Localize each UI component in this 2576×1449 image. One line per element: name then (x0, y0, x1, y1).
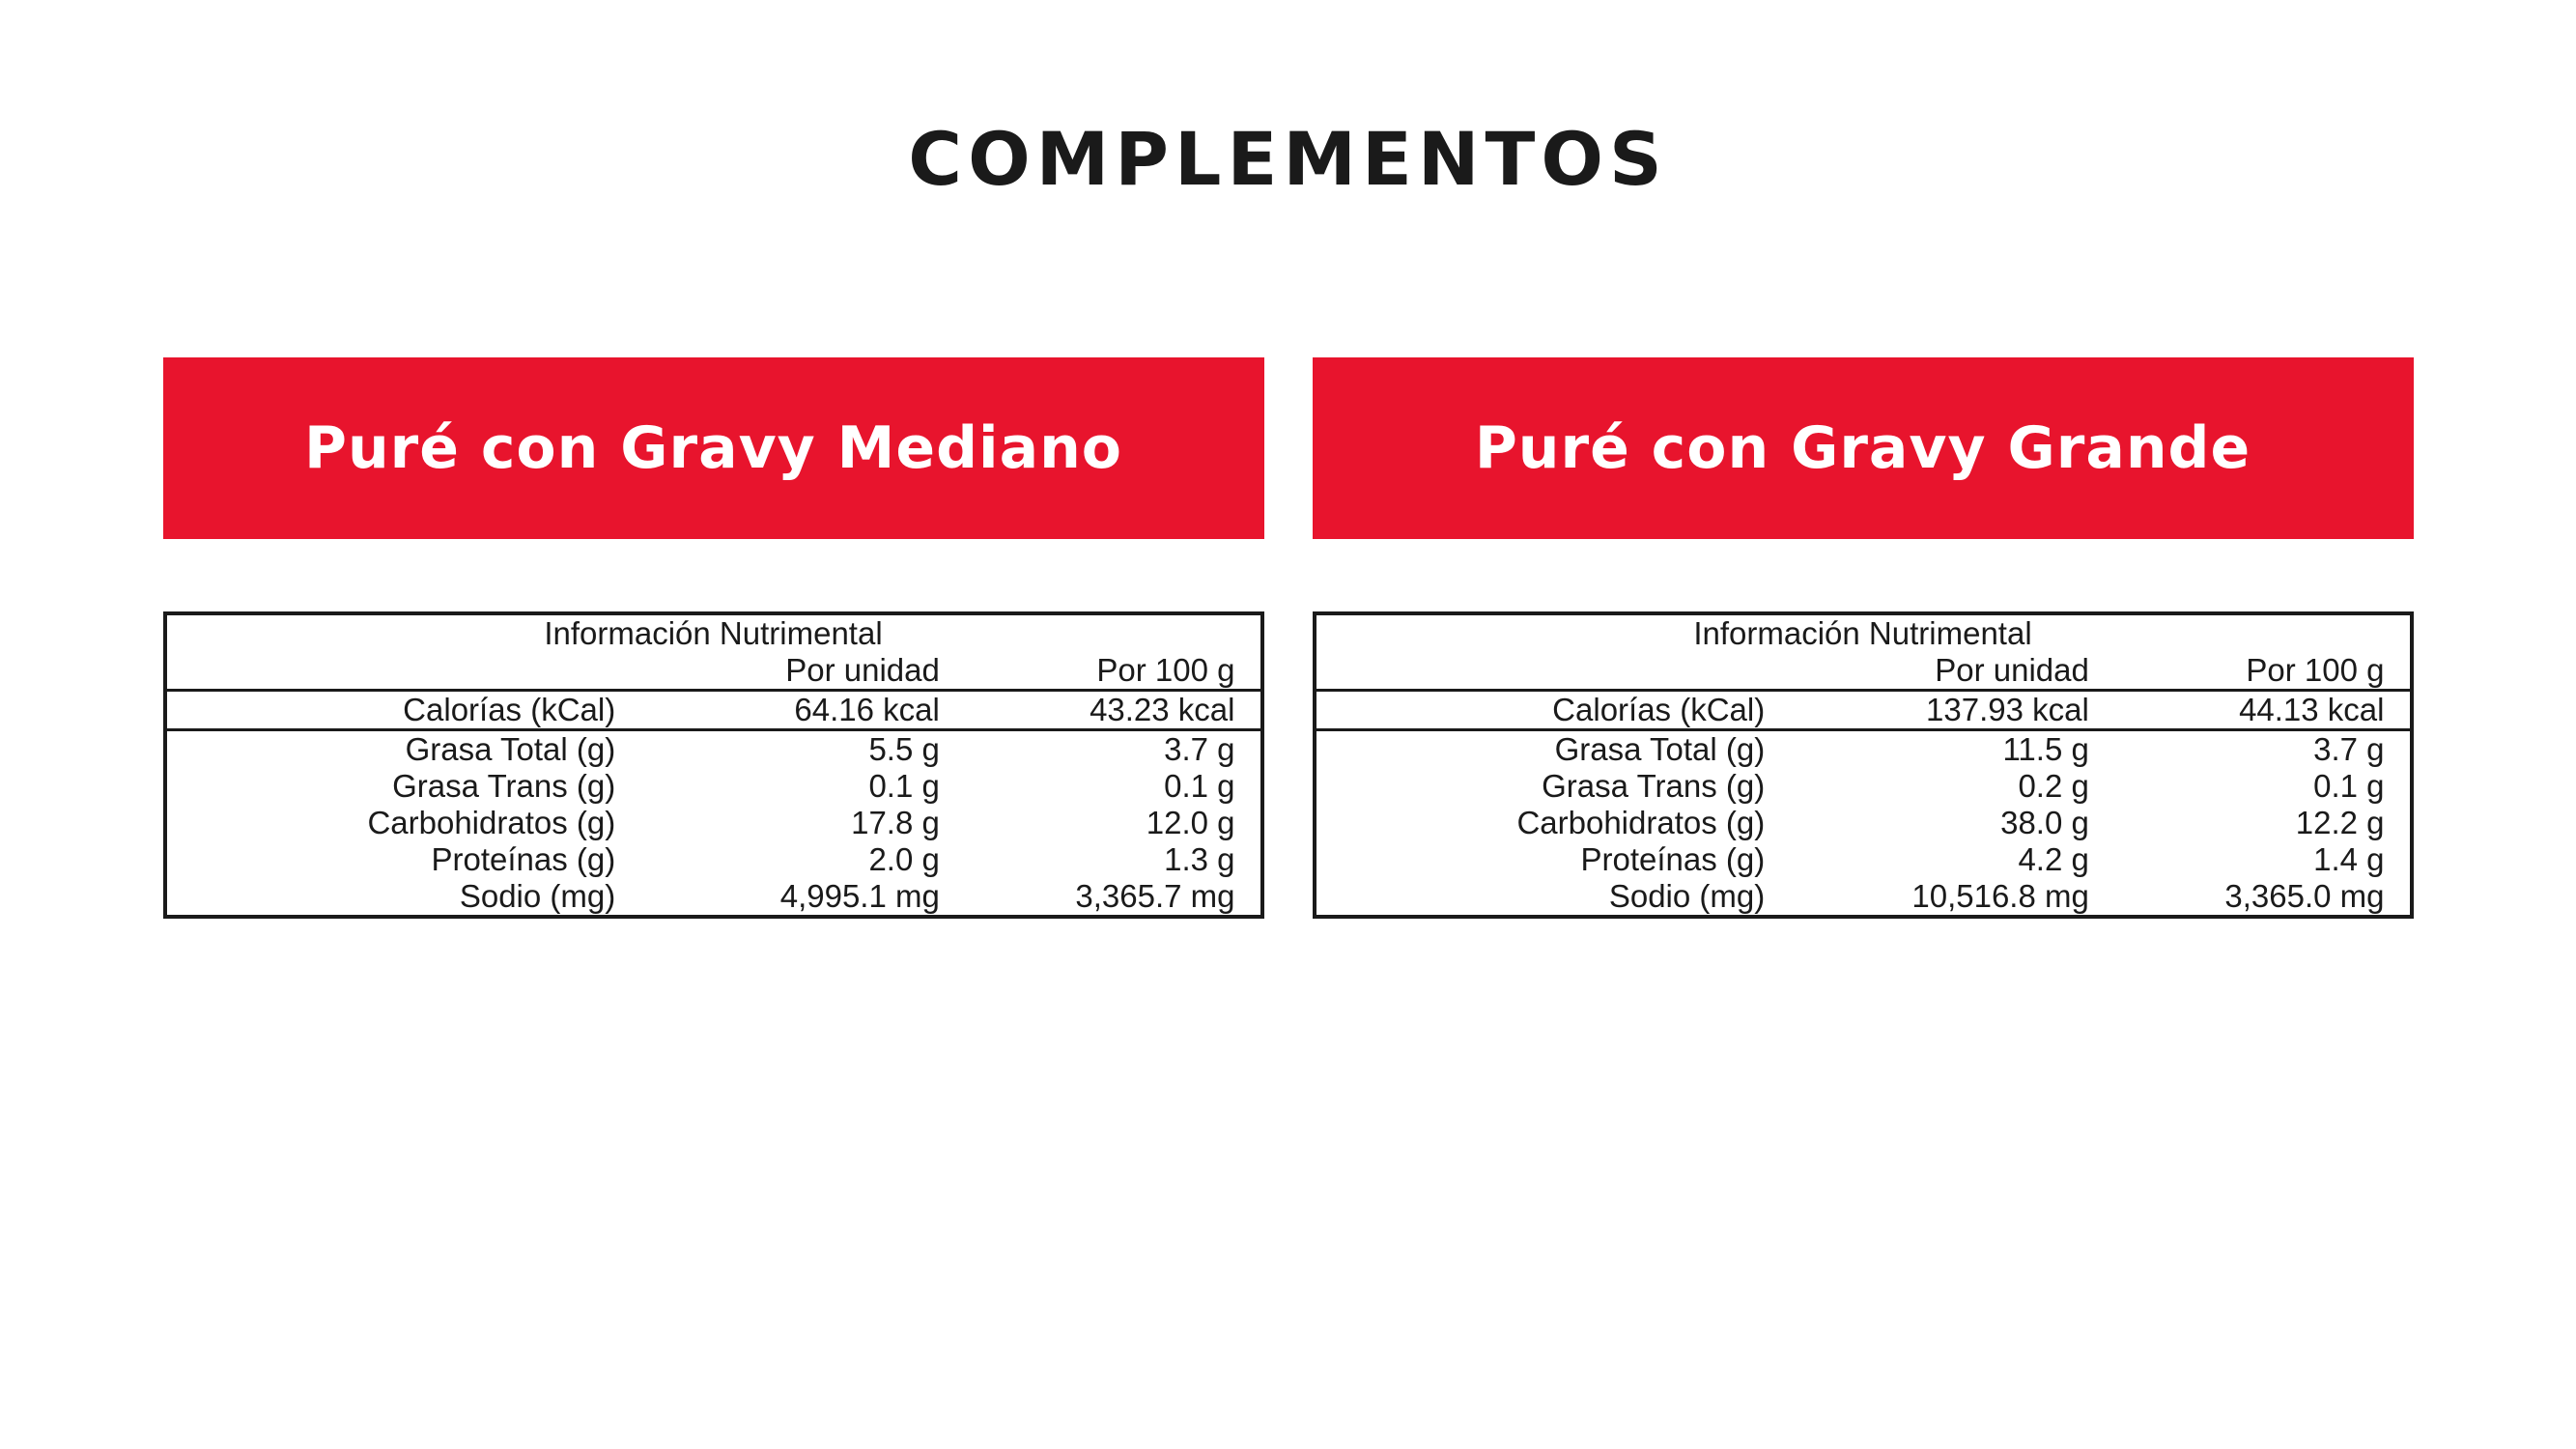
row-value-per-100g: 1.3 g (1164, 841, 1235, 877)
column-header-per-unit: Por unidad (1935, 652, 2089, 688)
nutrition-table (163, 611, 1264, 919)
row-value-per-unit: 11.5 g (1819, 730, 2114, 769)
row-value-per-100g: 12.0 g (1146, 805, 1235, 840)
row-value-per-100g: 3.7 g (965, 730, 1260, 769)
row-label: Calorías (kCal) (167, 691, 670, 730)
product-name: Puré con Gravy Mediano (303, 413, 1123, 482)
row-label: Grasa Total (g) (1316, 730, 1820, 769)
product-banner (163, 357, 1264, 539)
row-value-per-unit: 137.93 kcal (1819, 691, 2114, 730)
page-title: COMPLEMENTOS (908, 116, 1668, 202)
row-label: Sodio (mg) (459, 878, 616, 914)
row-value-per-unit: 5.5 g (669, 730, 965, 769)
column-header-per-unit: Por unidad (785, 652, 940, 688)
product-banner (1313, 357, 2414, 539)
row-value-per-100g: 1.4 g (2313, 841, 2385, 877)
nutrition-table (1313, 611, 2414, 919)
row-value-per-unit: 2.0 g (868, 841, 940, 877)
row-value-per-100g: 44.13 kcal (2114, 691, 2410, 730)
table-row (1316, 730, 2410, 769)
row-value-per-unit: 0.1 g (868, 768, 940, 804)
row-label: Grasa Trans (g) (392, 768, 616, 804)
row-label: Proteínas (g) (431, 841, 616, 877)
row-value-per-100g: 43.23 kcal (965, 691, 1260, 730)
table-row (167, 730, 1260, 769)
table-row (167, 805, 1260, 841)
row-value-per-100g: 12.2 g (2295, 805, 2385, 840)
row-label: Grasa Total (g) (167, 730, 670, 769)
nutrition-table-title: Información Nutrimental (1693, 615, 2032, 651)
row-label: Sodio (mg) (1608, 878, 1766, 914)
table-row (167, 878, 1260, 915)
row-value-per-unit: 4,995.1 mg (779, 878, 940, 914)
row-label: Proteínas (g) (1580, 841, 1766, 877)
row-value-per-unit: 64.16 kcal (669, 691, 965, 730)
row-value-per-unit: 4.2 g (2018, 841, 2089, 877)
column-header-per-100g: Por 100 g (2246, 652, 2385, 688)
row-value-per-100g: 3,365.0 mg (2224, 878, 2385, 914)
product-card (163, 357, 1264, 919)
table-row (1316, 841, 2410, 878)
row-label: Carbohidratos (g) (367, 805, 616, 840)
row-value-per-unit: 17.8 g (851, 805, 940, 840)
row-value-per-unit: 38.0 g (2000, 805, 2089, 840)
nutrition-header-blank (167, 652, 670, 691)
product-cards-container (0, 357, 2576, 919)
row-value-per-unit: 0.2 g (2018, 768, 2089, 804)
row-value-per-100g: 0.1 g (2313, 768, 2385, 804)
row-value-per-100g: 3,365.7 mg (1075, 878, 1235, 914)
table-row (167, 768, 1260, 805)
row-label: Carbohidratos (g) (1516, 805, 1766, 840)
table-row (1316, 805, 2410, 841)
nutrition-header-blank (1316, 652, 1820, 691)
table-row (1316, 691, 2410, 730)
row-value-per-100g: 3.7 g (2114, 730, 2410, 769)
row-label: Grasa Trans (g) (1542, 768, 1766, 804)
row-value-per-100g: 0.1 g (1164, 768, 1235, 804)
table-row (1316, 768, 2410, 805)
table-row (1316, 878, 2410, 915)
table-row (167, 841, 1260, 878)
row-label: Calorías (kCal) (1316, 691, 1820, 730)
column-header-per-100g: Por 100 g (1096, 652, 1235, 688)
product-card (1313, 357, 2414, 919)
table-row (167, 691, 1260, 730)
product-name: Puré con Gravy Grande (1474, 413, 2251, 482)
nutrition-table-title: Información Nutrimental (544, 615, 883, 651)
row-value-per-unit: 10,516.8 mg (1911, 878, 2089, 914)
